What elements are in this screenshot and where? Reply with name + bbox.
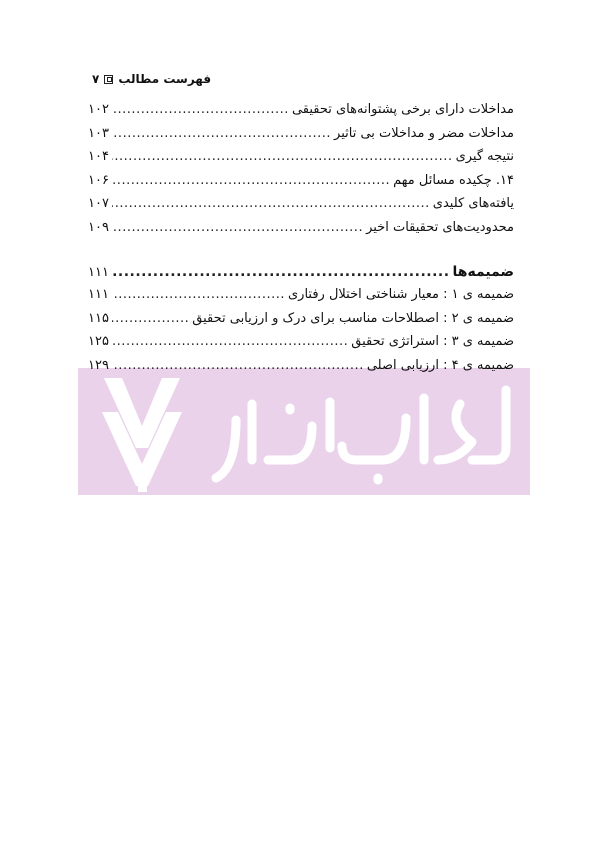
leader-dots <box>112 216 363 240</box>
toc-entry[interactable] <box>88 283 514 307</box>
toc-entry-page: ۱۰۷ <box>88 196 109 212</box>
toc-entry-title: نتیجه گیری <box>455 149 514 165</box>
toc-entry-title: یافته‌های کلیدی <box>432 196 514 212</box>
toc-entry-page: ۱۱۵ <box>88 310 109 326</box>
dadbazar-tree-logo <box>78 368 208 495</box>
toc-entry-page: ۱۲۹ <box>88 357 109 373</box>
toc-entry-title: مداخلات دارای برخی پشتوانه‌های تحقیقی <box>291 102 514 117</box>
toc-list <box>88 98 514 240</box>
section-page: ۱۱۱ <box>88 265 109 280</box>
toc-entry-page: ۱۱۱ <box>88 287 109 302</box>
toc-entry-title: ضمیمه ی ۴ : ارزیابی اصلی <box>366 357 514 373</box>
leader-dots <box>112 169 390 193</box>
toc-entry[interactable] <box>88 145 514 169</box>
section-title: ضمیمه‌ها <box>452 264 514 280</box>
toc-entry-title: ضمیمه ی ۳ : استراتژی تحقیق <box>351 334 514 350</box>
page-header <box>92 70 212 88</box>
toc-entry-page: ۱۰۲ <box>88 102 109 117</box>
toc-entry[interactable] <box>88 169 514 193</box>
toc-entry-page: ۱۰۶ <box>88 172 109 188</box>
watermark <box>78 368 530 495</box>
watermark-brand-text <box>210 368 530 495</box>
toc-entry[interactable] <box>88 307 514 331</box>
toc-entry[interactable] <box>88 216 514 240</box>
toc-section-heading[interactable] <box>88 261 514 283</box>
toc-entry-page: ۱۰۴ <box>88 149 109 165</box>
leader-dots <box>112 283 285 307</box>
toc-entry[interactable] <box>88 354 514 378</box>
toc-entry-title: ۱۴. چکیده مسائل مهم <box>393 172 514 188</box>
leader-dots <box>112 354 364 378</box>
leader-dots <box>112 145 453 169</box>
leader-dots <box>112 192 430 216</box>
toc-entry[interactable] <box>88 330 514 354</box>
toc-entry-title: محدودیت‌های تحقیقات اخیر <box>366 219 514 235</box>
header-title: فهرست مطالب <box>118 72 212 86</box>
toc-entry-page: ۱۲۵ <box>88 334 109 350</box>
leader-dots <box>112 330 348 354</box>
toc-entry[interactable] <box>88 122 514 146</box>
toc-entry-title: ضمیمه ی ۲ : اصطلاحات مناسب برای درک و ارزیابی تحقیق <box>192 310 514 326</box>
leader-dots <box>112 307 189 331</box>
appendix-list <box>88 261 514 377</box>
header-page-number: ۷ <box>92 72 100 86</box>
leader-dots <box>112 261 450 283</box>
toc-entry[interactable] <box>88 98 514 122</box>
toc-entry[interactable] <box>88 192 514 216</box>
toc-entry-page: ۱۰۹ <box>88 219 109 235</box>
leader-dots <box>112 122 331 146</box>
toc-entry-title: ضمیمه ی ۱ : معیار شناختی اختلال رفتاری <box>287 287 514 302</box>
toc-entry-page: ۱۰۳ <box>88 125 109 141</box>
toc-entry-title: مداخلات مضر و مداخلات بی تاثیر <box>334 125 514 141</box>
leader-dots <box>112 98 289 122</box>
square-bullet-icon <box>104 75 113 84</box>
